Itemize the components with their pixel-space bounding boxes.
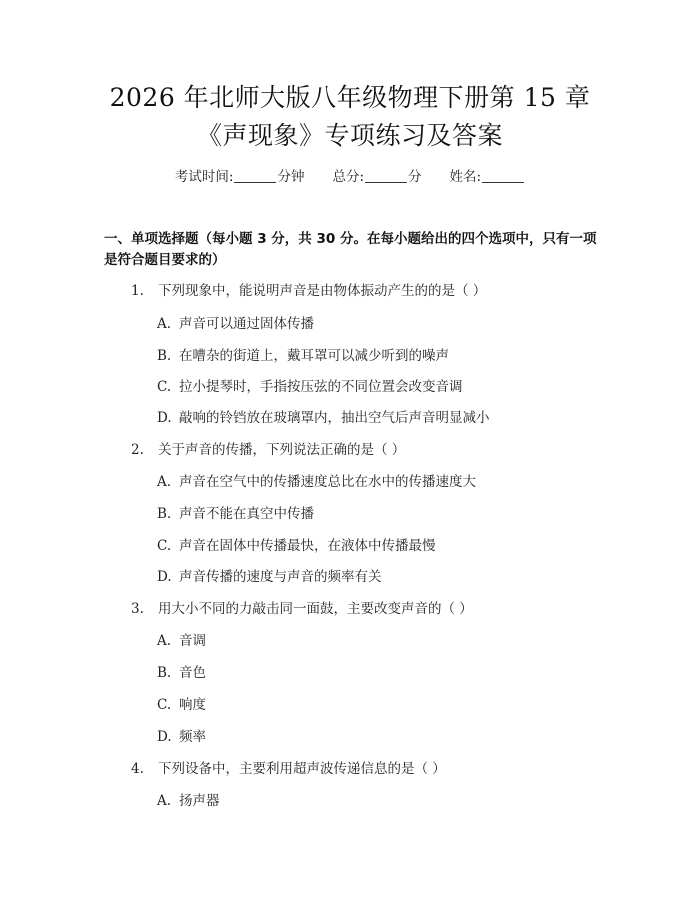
option-text: 声音在空气中的传播速度总比在水中的传播速度大 [179,474,476,490]
answer-option [157,504,314,524]
answer-option [157,408,490,428]
option-letter: A. [157,793,172,809]
answer-option [157,314,314,334]
option-text: 声音传播的速度与声音的频率有关 [179,569,382,585]
option-letter: C. [157,697,172,713]
exam-score-blank [365,168,407,183]
answer-option [157,472,476,492]
option-letter: C. [157,379,172,395]
option-letter: A. [157,316,172,332]
question-number: 2. [131,442,144,458]
option-letter: D. [157,729,172,745]
option-text: 声音可以通过固体传播 [179,316,314,332]
question-stem [131,440,405,460]
option-letter: B. [157,348,172,364]
exam-info [0,167,700,187]
question-number: 3. [131,601,144,617]
answer-option [157,346,449,366]
exam-name-group [450,169,526,185]
exam-time-blank [234,168,276,183]
option-letter: B. [157,665,172,681]
question-stem [131,281,486,301]
question-stem [131,759,446,779]
option-text: 频率 [179,729,206,745]
option-text: 声音在固体中传播最快，在液体中传播最慢 [179,538,436,554]
document-title-line1: 2026 年北师大版八年级物理下册第 15 章 [109,83,591,112]
section-heading: 一、单项选择题（每小题 3 分，共 30 分。在每小题给出的四个选项中，只有一项是符合题目要求的） [104,231,597,268]
exam-score-label: 总分: [332,169,365,185]
exam-time-unit: 分钟 [277,169,305,185]
exam-name-blank [482,168,524,183]
option-text: 音色 [179,665,206,681]
document-title-line2: 《声现象》专项练习及答案 [196,121,503,150]
option-letter: D. [157,569,172,585]
answer-option [157,536,436,556]
option-letter: C. [157,538,172,554]
exam-score-unit: 分 [408,169,422,185]
option-text: 敲响的铃铛放在玻璃罩内，抽出空气后声音明显减小 [179,410,490,426]
question-number: 4. [131,761,144,777]
answer-option [157,791,220,811]
option-text: 在嘈杂的街道上，戴耳罩可以减少听到的噪声 [179,348,449,364]
answer-option [157,695,206,715]
question-text: 关于声音的传播，下列说法正确的是（ ） [158,442,406,458]
answer-option [157,727,206,747]
option-letter: D. [157,410,172,426]
option-text: 扬声器 [179,793,220,809]
question-text: 用大小不同的力敲击同一面鼓，主要改变声音的（ ） [158,601,473,617]
option-text: 声音不能在真空中传播 [179,506,314,522]
option-letter: B. [157,506,172,522]
question-text: 下列现象中，能说明声音是由物体振动产生的的是（ ） [158,283,487,299]
option-text: 拉小提琴时，手指按压弦的不同位置会改变音调 [179,379,463,395]
answer-option [157,377,463,397]
option-text: 音调 [179,633,206,649]
option-letter: A. [157,633,172,649]
exam-score-group [332,169,421,185]
question-text: 下列设备中，主要利用超声波传递信息的是（ ） [158,761,446,777]
answer-option [157,631,206,651]
answer-option [157,567,382,587]
exam-time-group [175,169,305,185]
exam-name-label: 姓名: [449,169,482,185]
question-number: 1. [131,283,144,299]
answer-option [157,663,206,683]
question-stem [131,599,473,619]
option-text: 响度 [179,697,206,713]
exam-time-label: 考试时间: [174,169,234,185]
option-letter: A. [157,474,172,490]
